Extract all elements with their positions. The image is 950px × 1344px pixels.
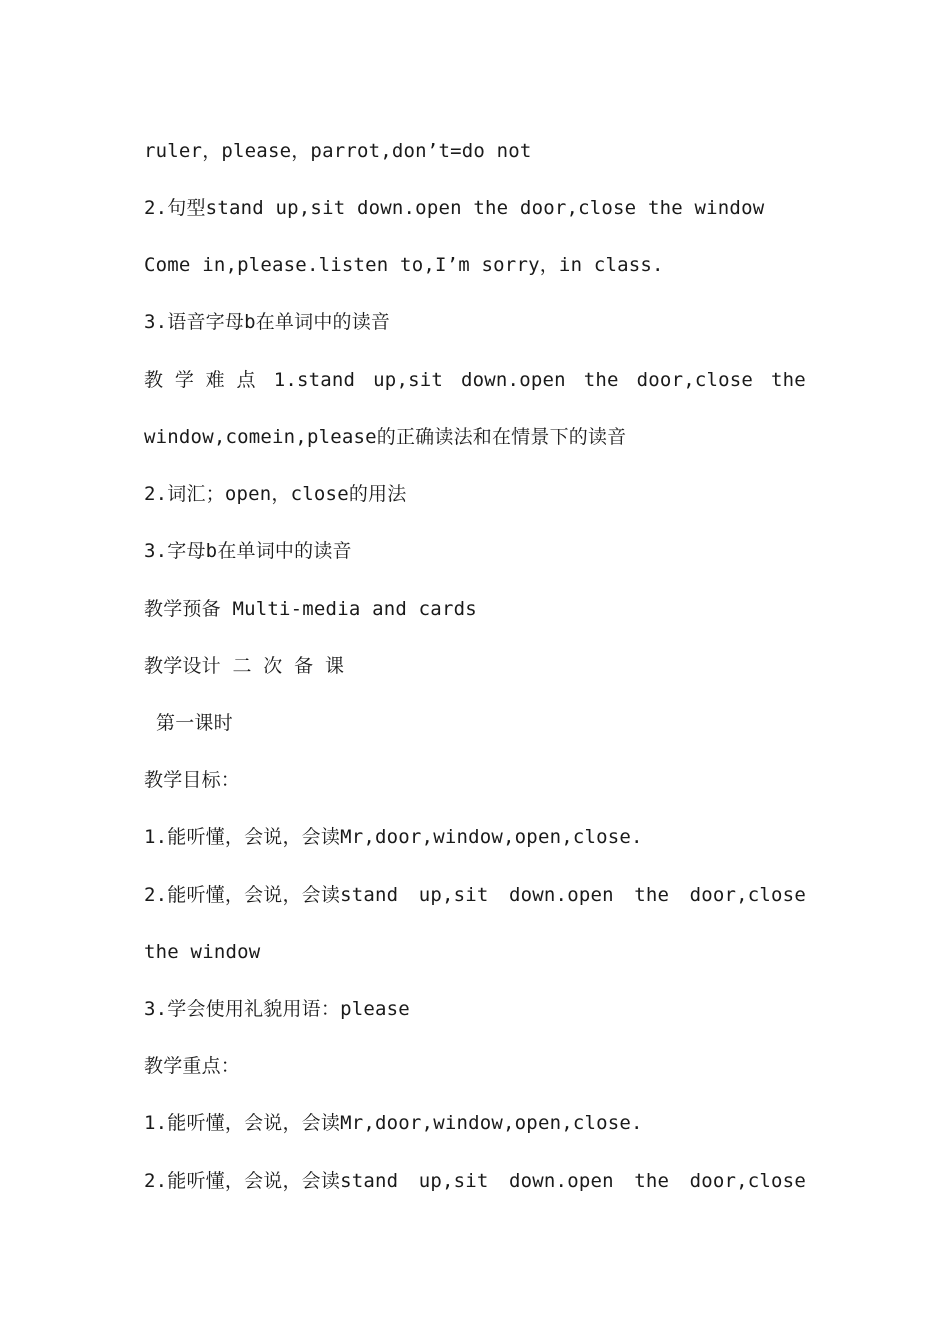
difficulty-word: the [583,369,619,391]
difficulty-word: down.open [461,369,566,391]
objective-2-part: 2.能听懂，会说，会读stand [144,884,399,906]
key-point-2-part: down.open [509,1170,614,1192]
text-line-sentence-pattern: 2.句型stand up,sit down.open the door,close the window [144,197,765,219]
key-point-2-part: up,sit [418,1170,489,1192]
text-line-objective-3: 3.学会使用礼貌用语：please [144,998,410,1020]
text-line-key-point-2 [144,1168,806,1194]
difficulty-label: 教 学 难 点 [144,369,256,391]
objective-2-part: up,sit [418,884,489,906]
difficulty-word: door,close [636,369,754,391]
text-line-design-heading: 教学设计 二 次 备 课 [144,655,345,677]
text-line-letter-b: 3.字母b在单词中的读音 [144,540,352,562]
objective-2-part: door,close [689,884,806,906]
text-line-sentence-pattern-cont: Come in,please.listen to,I’m sorry，in class. [144,254,664,276]
text-line-objective-1: 1.能听懂，会说，会读Mr,door,window,open,close. [144,826,643,848]
difficulty-word: 1.stand [273,369,356,391]
text-line-objectives-heading: 教学目标： [144,769,241,791]
difficulty-word: the [771,369,806,391]
difficulty-word: up,sit [373,369,444,391]
text-line-objective-2-cont: the window [144,941,261,963]
text-line-phonics: 3.语音字母b在单词中的读音 [144,311,391,333]
objective-2-part: down.open [509,884,614,906]
text-line-objective-2 [144,882,806,908]
text-line-key-point-1: 1.能听懂，会说，会读Mr,door,window,open,close. [144,1112,643,1134]
key-point-2-part: the [634,1170,670,1192]
key-point-2-part: 2.能听懂，会说，会读stand [144,1170,399,1192]
text-line-vocab-usage: 2.词汇；open，close的用法 [144,483,407,505]
text-line-vocabulary: ruler，please，parrot,don’t=do not [144,140,532,162]
text-line-key-points-heading: 教学重点： [144,1055,241,1077]
text-line-difficulty [144,367,806,393]
objective-2-part: the [634,884,670,906]
text-line-preparation: 教学预备 Multi-media and cards [144,598,477,620]
text-line-difficulty-cont: window,comein,please的正确读法和在情景下的读音 [144,426,627,448]
key-point-2-part: door,close [689,1170,806,1192]
text-line-first-lesson: 第一课时 [156,712,233,734]
